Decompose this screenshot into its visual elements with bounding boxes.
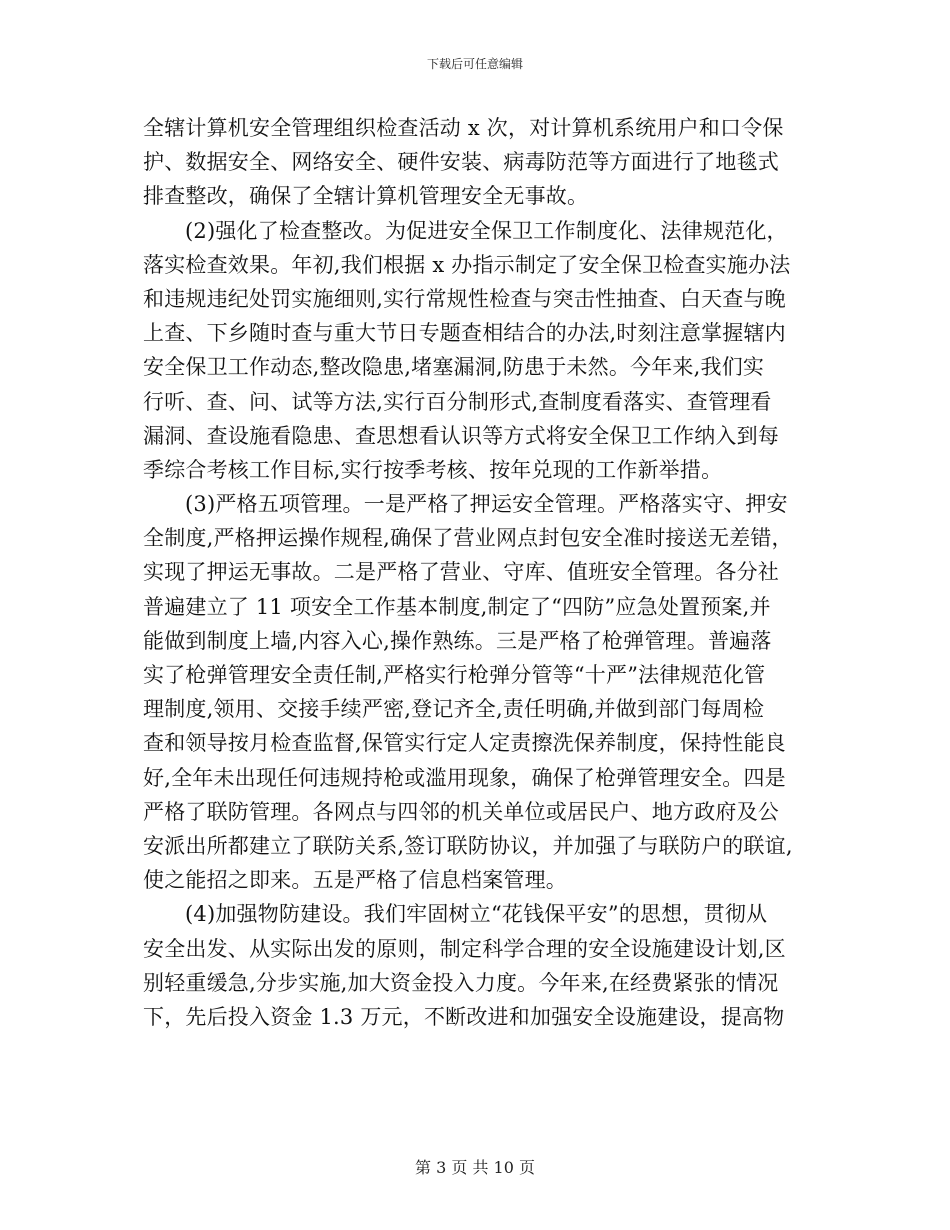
- text-line: 和违规违纪处罚实施细则,实行常规性检查与突击性抽查、白天查与晚: [143, 286, 786, 311]
- text-line: 全辖计算机安全管理组织检查活动 x 次，对计算机系统用户和口令保: [143, 116, 784, 140]
- text-line: 好,全年未出现任何违规持枪或滥用现象，确保了枪弹管理安全。四是: [143, 765, 786, 790]
- text-line: 行听、查、问、试等方法,实行百分制形式,查制度看落实、查管理看: [143, 389, 772, 414]
- body-text: [143, 111, 813, 1034]
- text-line: 下，先后投入资金 1.3 万元，不断改进和加强安全设施建设，提高物: [143, 1004, 785, 1029]
- paragraph-start-line: (3)严格五项管理。一是严格了押运安全管理。严格落实守、押安: [185, 492, 788, 517]
- text-line: 实现了押运无事故。二是严格了营业、守库、值班安全管理。各分社: [143, 560, 779, 585]
- text-line: 排查整改，确保了全辖计算机管理安全无事故。: [143, 184, 589, 209]
- text-line: 季综合考核工作目标,实行按季考核、按年兑现的工作新举措。: [143, 457, 723, 482]
- text-line: 落实检查效果。年初,我们根据 x 办指示制定了安全保卫检查实施办法: [143, 252, 791, 277]
- page-header: 下载后可任意编辑: [426, 57, 523, 71]
- text-line: 能做到制度上墙,内容入心,操作熟练。三是严格了枪弹管理。普遍落: [143, 628, 772, 653]
- text-line: 安全保卫工作动态,整改隐患,堵塞漏洞,防患于未然。今年来,我们实: [143, 355, 765, 380]
- text-line: 全制度,严格押运操作规程,确保了营业网点封包安全准时接送无差错，: [143, 526, 793, 551]
- text-line: 实了枪弹管理安全责任制,严格实行枪弹分管等“十严”法律规范化管: [143, 663, 766, 687]
- text-line: 严格了联防管理。各网点与四邻的机关单位或居民户、地方政府及公: [143, 799, 779, 824]
- text-line: 理制度,领用、交接手续严密,登记齐全,责任明确,并做到部门每周检: [143, 697, 765, 722]
- text-line: 普遍建立了 11 项安全工作基本制度,制定了“四防”应急处置预案,并: [143, 594, 771, 619]
- text-line: 上查、下乡随时查与重大节日专题查相结合的办法,时刻注意掌握辖内: [143, 321, 786, 346]
- page-footer: 第 3 页 共 10 页: [415, 1158, 535, 1177]
- text-line: 使之能招之即来。五是严格了信息档案管理。: [143, 868, 567, 893]
- paragraph-start-line: (4)加强物防建设。我们牢固树立“花钱保平安”的思想，贯彻从: [185, 902, 768, 927]
- paragraph-start-line: (2)强化了检查整改。为促进安全保卫工作制度化、法律规范化，: [185, 218, 788, 243]
- text-line: 安派出所都建立了联防关系,签订联防协议，并加强了与联防户的联谊,: [143, 833, 793, 858]
- text-line: 护、数据安全、网络安全、硬件安装、病毒防范等方面进行了地毯式: [143, 150, 779, 175]
- text-line: 安全出发、从实际出发的原则，制定科学合理的安全设施建设计划,区: [143, 936, 786, 961]
- text-line: 别轻重缓急,分步实施,加大资金投入力度。今年来,在经费紧张的情况: [143, 970, 779, 995]
- text-line: 漏洞、查设施看隐患、查思想看认识等方式将安全保卫工作纳入到每: [143, 423, 779, 448]
- text-line: 查和领导按月检查监督,保管实行定人定责擦洗保养制度，保持性能良: [143, 731, 786, 756]
